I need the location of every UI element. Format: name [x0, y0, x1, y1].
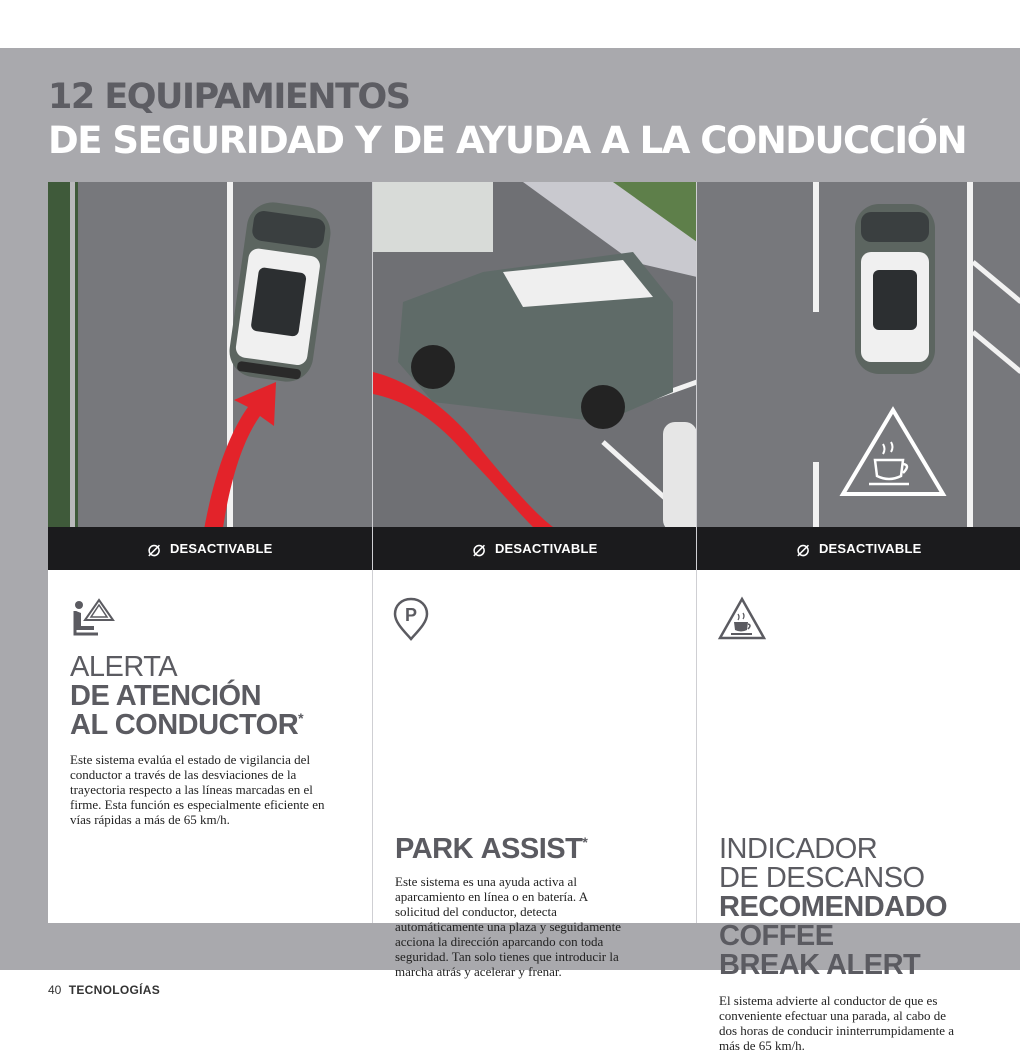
title-light-2: DE DESCANSO	[719, 862, 925, 894]
title-bold-2-text: AL CONDUCTOR	[70, 709, 299, 741]
title-light: ALERTA	[70, 651, 178, 683]
deactivable-badge	[48, 527, 372, 570]
parking-pin-icon	[393, 596, 439, 642]
title-bold-3: BREAK ALERT	[719, 949, 921, 981]
panel-park-assist	[372, 182, 696, 979]
coffee-warning-icon	[717, 596, 767, 642]
panel-title	[395, 835, 587, 864]
panel-title	[719, 835, 947, 980]
page-number: 40	[48, 983, 62, 997]
title-bold-1: RECOMENDADO	[719, 891, 948, 923]
panel-text: El sistema advierte al conductor de que es conveniente efectuar una parada, al cabo de dos horas de conducir ininterrumpidamente a más de 65 km/h.	[719, 993, 955, 1053]
driver-attention-photo	[48, 182, 372, 570]
panel-driver-attention	[48, 182, 372, 923]
deactivable-icon: ⌀	[472, 535, 486, 561]
driver-attention-icon	[70, 596, 116, 642]
title-bold-2: COFFEE	[719, 920, 834, 952]
deactivable-label: DESACTIVABLE	[169, 541, 273, 556]
title-bold: ASSIST	[480, 833, 583, 865]
footnote-mark: *	[582, 834, 588, 850]
footnote-mark: *	[298, 710, 304, 726]
page-heading	[48, 76, 966, 164]
deactivable-badge	[697, 527, 1020, 570]
panel-text: Este sistema evalúa el estado de vigilancia del conductor a través de las desviaciones de la trayectoria respecto a las líneas marcadas en el firme. Esta función es especialmente eficiente en vías rápidas a más de 65 km/h.	[70, 752, 325, 827]
title-light: PARK	[395, 833, 481, 865]
park-assist-photo	[373, 182, 697, 570]
panel-title	[70, 653, 303, 740]
panel-coffee-break	[696, 182, 1020, 1053]
heading-line-1: 12 EQUIPAMIENTOS	[48, 77, 410, 117]
deactivable-icon: ⌀	[147, 535, 161, 561]
deactivable-label: DESACTIVABLE	[818, 541, 922, 556]
coffee-break-photo	[697, 182, 1020, 570]
heading-line-2: DE SEGURIDAD Y DE AYUDA A LA CONDUCCIÓN	[48, 119, 967, 162]
page-footer	[48, 983, 160, 997]
title-light-1: INDICADOR	[719, 833, 878, 865]
svg-text:P: P	[404, 605, 418, 625]
deactivable-icon: ⌀	[796, 535, 810, 561]
section-name: TECNOLOGÍAS	[68, 983, 161, 997]
title-bold-2	[70, 711, 303, 740]
deactivable-label: DESACTIVABLE	[494, 541, 598, 556]
panel-text: Este sistema es una ayuda activa al aparcamiento en línea o en batería. A solicitud del conductor, detecta automáticamente una plaza y seguidamente acciona la dirección aparcando con toda seguridad. Tan solo tienes que introducir la marcha atrás y acelerar y frenar.	[395, 874, 621, 979]
title-bold-1: DE ATENCIÓN	[70, 680, 262, 712]
deactivable-badge	[373, 527, 697, 570]
